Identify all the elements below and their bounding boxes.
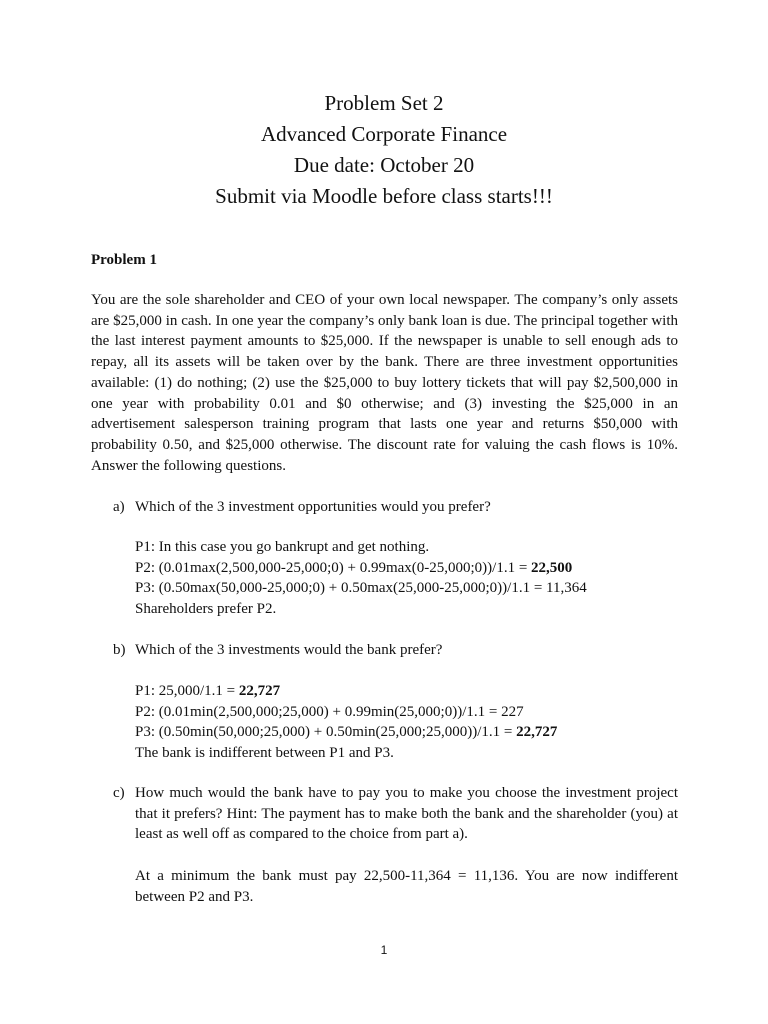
question-c-letter: c) — [113, 785, 125, 801]
answer-c-text: At a minimum the bank must pay 22,500-11,364 = 11,136. You are now indifferent between P2 and P3. — [135, 868, 678, 905]
answer-a-p2: P2: (0.01max(2,500,000-25,000;0) + 0.99max(0-25,000;0))/1.1 = 22,500 — [135, 559, 573, 576]
question-b-text: Which of the 3 investments would the bank prefer? — [135, 642, 443, 658]
problem-intro: You are the sole shareholder and CEO of your own local newspaper. The company’s only assets are $25,000 in cash. In one year the company’s only bank loan is due. The principal together with the last interest payment amounts to $25,000. If the newspaper is unable to sell enough ads to repay, all its assets will be taken over by the bank. There are three investment opportunities available: (1) do nothing; (2) use the $25,000 to buy lottery tickets that will pay $2,500,000 in one year with probability 0.01 and $0 otherwise; and (3) investing the $25,000 in an advertisement salesperson training program that lasts one year and returns $50,000 with probability 0.50, and $25,000 otherwise. The discount rate for valuing the cash flows is 10%. Answer the following questions. — [91, 292, 678, 474]
answer-b-p1-result: 22,727 — [238, 683, 281, 699]
submission-instruction: Submit via Moodle before class starts!!! — [215, 184, 553, 208]
answer-b — [135, 681, 678, 763]
answer-a-p2-result: 22,500 — [531, 559, 573, 576]
title-block — [0, 88, 768, 212]
problem-set-title: Problem Set 2 — [324, 91, 444, 115]
answer-c — [135, 866, 678, 907]
answer-a-p3: P3: (0.50max(50,000-25,000;0) + 0.50max(25,000-25,000;0))/1.1 = 11,364 — [135, 580, 587, 596]
answer-b-p1: P1: 25,000/1.1 = 22,727 — [135, 683, 281, 699]
due-date: Due date: October 20 — [293, 153, 475, 177]
page-number: 1 — [380, 943, 388, 957]
answer-a-p1: P1: In this case you go bankrupt and get nothing. — [135, 539, 430, 555]
question-c-text: How much would the bank have to pay you to make you choose the investment project that it prefers? Hint: The payment has to make both the bank and the shareholder (you) at least as well off as compared to the choice from part a). — [135, 785, 678, 842]
answer-b-conclusion: The bank is indifferent between P1 and P3. — [135, 744, 394, 761]
course-title: Advanced Corporate Finance — [260, 122, 508, 146]
question-b-letter: b) — [113, 642, 126, 658]
question-a-letter: a) — [113, 499, 125, 515]
answer-a — [135, 537, 678, 619]
answer-b-p2: P2: (0.01min(2,500,000;25,000) + 0.99min(25,000;0))/1.1 = 227 — [135, 703, 524, 720]
answer-b-p3: P3: (0.50min(50,000;25,000) + 0.50min(25,000;25,000))/1.1 = 22,727 — [135, 724, 558, 740]
question-a-text: Which of the 3 investment opportunities would you prefer? — [135, 499, 491, 515]
answer-b-p3-result: 22,727 — [516, 724, 558, 740]
answer-a-conclusion: Shareholders prefer P2. — [135, 600, 277, 617]
problem-heading: Problem 1 — [91, 252, 157, 268]
